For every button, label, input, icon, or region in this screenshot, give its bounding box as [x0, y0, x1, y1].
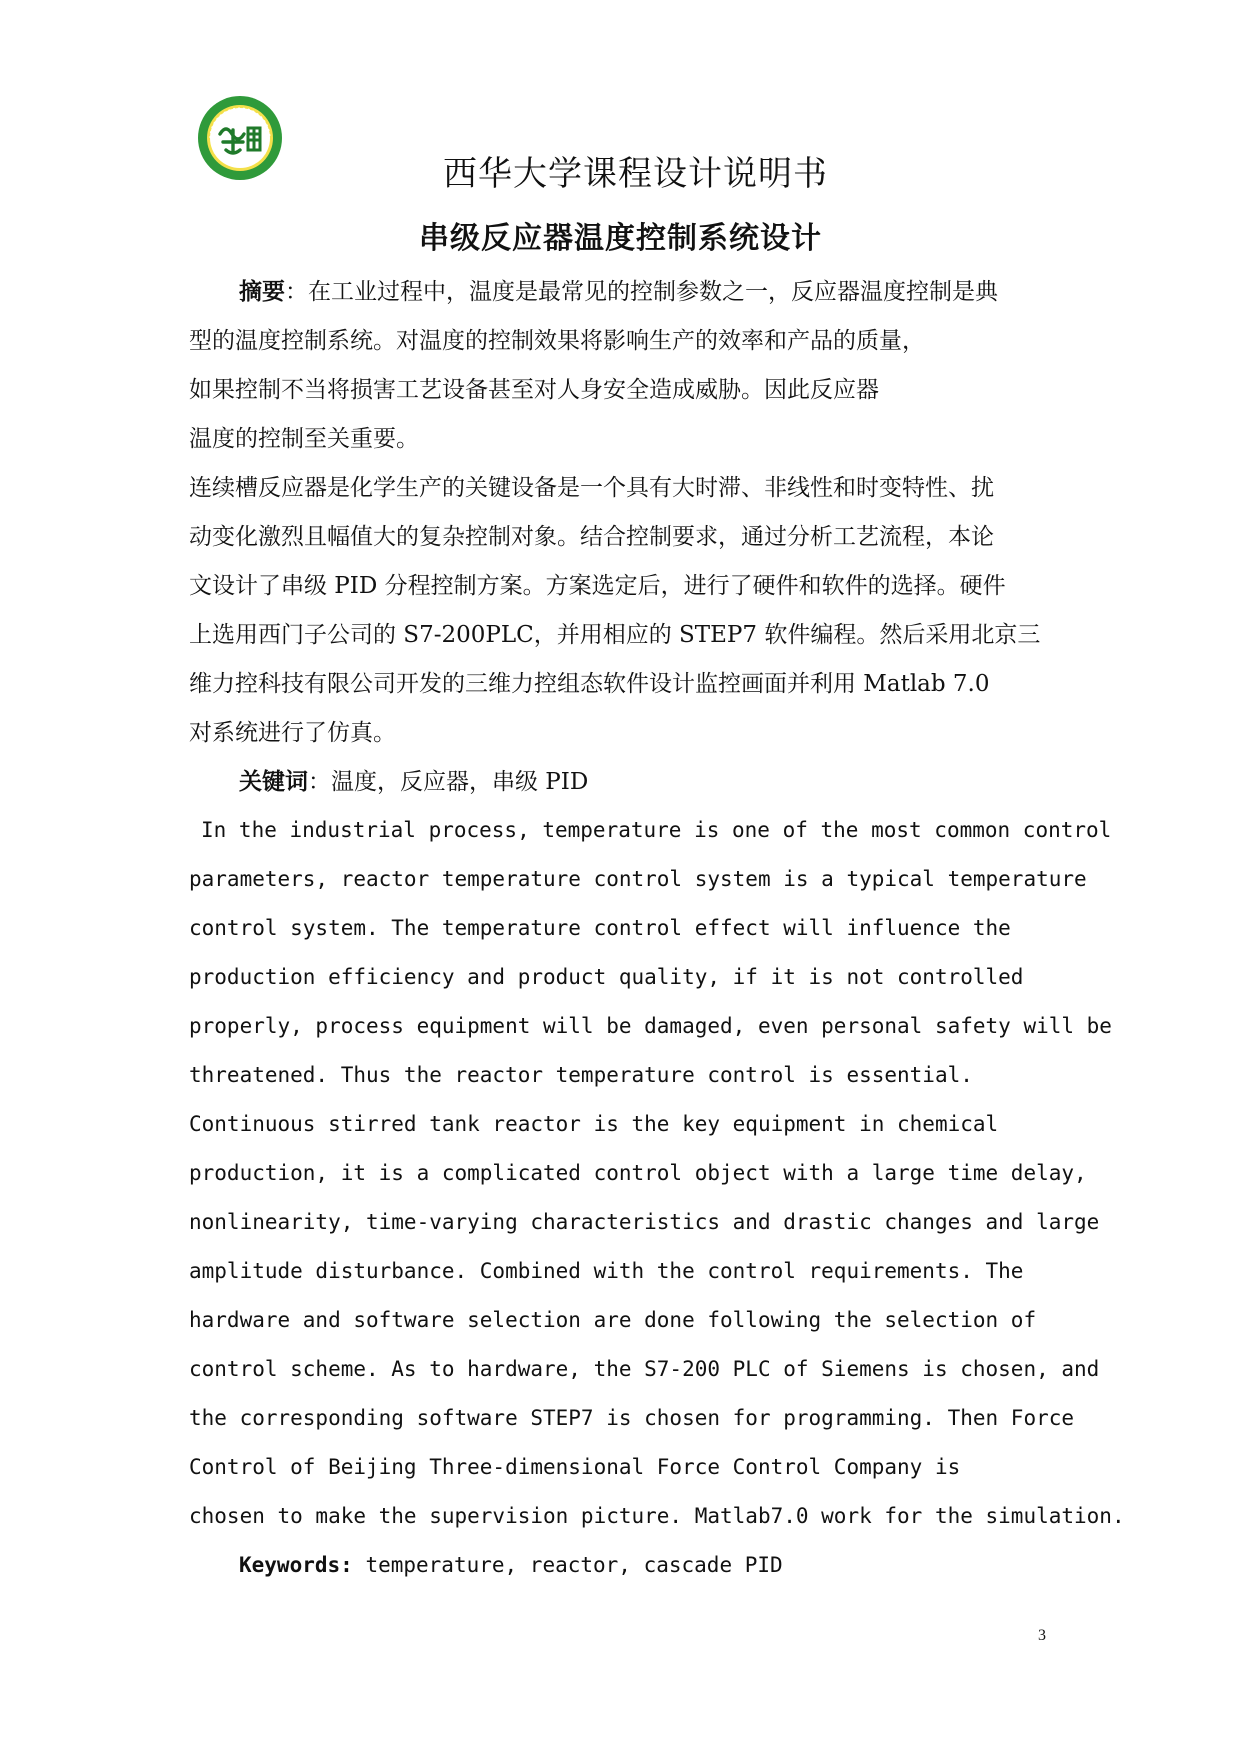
english-abstract — [189, 806, 1125, 1590]
keywords-en-label: Keywords: — [239, 1553, 353, 1577]
abstract-en-line-12: control scheme. As to hardware, the S7-200 PLC of Siemens is chosen, and — [189, 1357, 1100, 1381]
abstract-label: 摘要 — [239, 279, 285, 305]
abstract-zh-line-4: 温度的控制至关重要。 — [189, 426, 419, 452]
abstract-en-line-2: parameters, reactor temperature control system is a typical temperature — [189, 867, 1087, 891]
abstract-en-line-6: threatened. Thus the reactor temperature control is essential. — [189, 1063, 973, 1087]
abstract-zh-line-5: 连续槽反应器是化学生产的关键设备是一个具有大时滞、非线性和时变特性、扰 — [189, 475, 994, 501]
abstract-zh-line-2: 型的温度控制系统。对温度的控制效果将影响生产的效率和产品的质量， — [189, 328, 925, 354]
abstract-en-line-5: properly, process equipment will be damaged, even personal safety will be — [189, 1014, 1112, 1038]
abstract-zh-line-7: 文设计了串级 PID 分程控制方案。方案选定后，进行了硬件和软件的选择。硬件 — [189, 573, 1006, 599]
abstract-zh-line-6: 动变化激烈且幅值大的复杂控制对象。结合控制要求，通过分析工艺流程，本论 — [189, 524, 994, 550]
abstract-en-line-11: hardware and software selection are done following the selection of — [189, 1308, 1037, 1332]
page-number: 3 — [1038, 1627, 1046, 1644]
abstract-en-line-15: chosen to make the supervision picture. Matlab7.0 work for the simulation. — [189, 1504, 1125, 1528]
keywords-en-text: temperature, reactor, cascade PID — [352, 1553, 783, 1577]
abstract-zh-line-8: 上选用西门子公司的 S7-200PLC，并用相应的 STEP7 软件编程。然后采用北京三 — [189, 622, 1041, 648]
chinese-abstract — [189, 268, 1059, 807]
abstract-zh-line-1 — [189, 268, 1059, 317]
keywords-label: 关键词 — [239, 769, 308, 795]
abstract-en-line-3: control system. The temperature control effect will influence the — [189, 916, 1011, 940]
keywords-zh-line — [189, 758, 1059, 807]
keywords-text: ：温度，反应器，串级 PID — [308, 769, 589, 795]
abstract-zh-line-3: 如果控制不当将损害工艺设备甚至对人身安全造成威胁。因此反应器 — [189, 377, 879, 403]
abstract-en-line-14: Control of Beijing Three-dimensional Force Control Company is — [189, 1455, 961, 1479]
abstract-en-line-8: production, it is a complicated control object with a large time delay, — [189, 1161, 1087, 1185]
abstract-en-line-7: Continuous stirred tank reactor is the key equipment in chemical — [189, 1112, 999, 1136]
abstract-zh-line-10: 对系统进行了仿真。 — [189, 720, 396, 746]
abstract-en-line-1: In the industrial process, temperature is one of the most common control — [201, 818, 1112, 842]
abstract-en-line-13: the corresponding software STEP7 is chosen for programming. Then Force — [189, 1406, 1075, 1430]
abstract-en-line-9: nonlinearity, time-varying characteristics and drastic changes and large — [189, 1210, 1100, 1234]
keywords-en-line — [189, 1541, 1059, 1590]
abstract-en-line-10: amplitude disturbance. Combined with the control requirements. The — [189, 1259, 1024, 1283]
abstract-en-line-4: production efficiency and product quality, if it is not controlled — [189, 965, 1024, 989]
document-title: 串级反应器温度控制系统设计 — [419, 221, 822, 256]
abstract-zh-line-9: 维力控科技有限公司开发的三维力控组态软件设计监控画面并利用 Matlab 7.0 — [189, 671, 990, 697]
institution-title: 西华大学课程设计说明书 — [443, 154, 828, 194]
abstract-text: ：在工业过程中，温度是最常见的控制参数之一，反应器温度控制是典 — [285, 279, 998, 305]
